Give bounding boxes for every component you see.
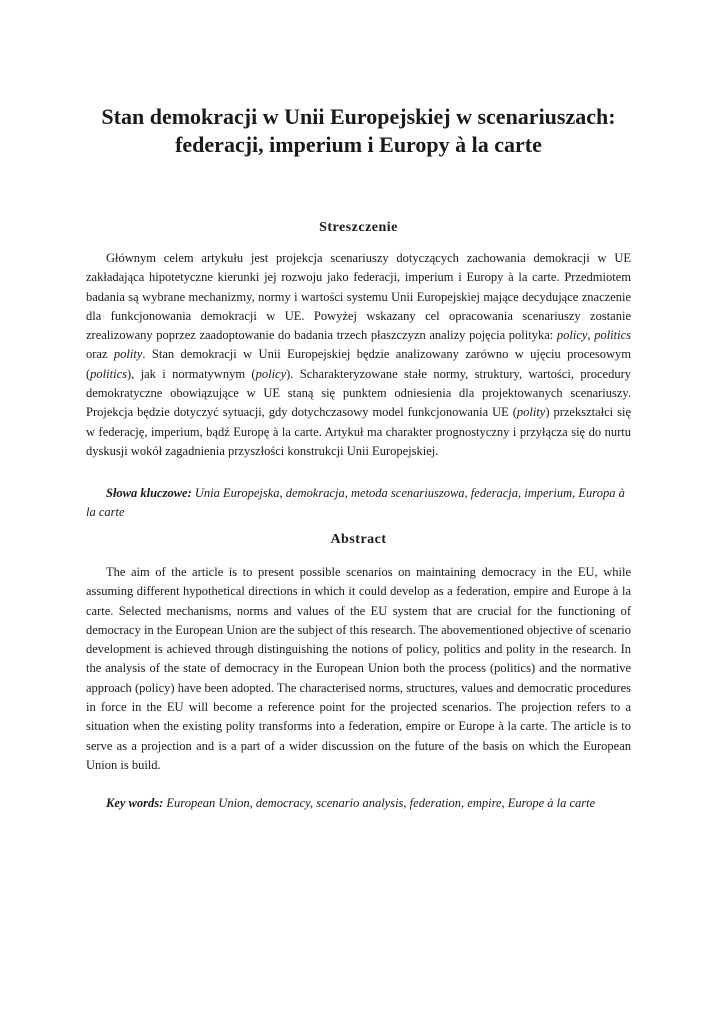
streszczenie-body <box>86 249 631 461</box>
title-line-1: Stan demokracji w Unii Europejskiej w scenariuszach: <box>101 104 616 129</box>
streszczenie-heading: Streszczenie <box>319 220 398 235</box>
pl-italic-3: polity <box>113 347 143 362</box>
pl-text-1: Głównym celem artykułu jest projekcja scenariuszy dotyczących zachowania demokracji w UE zakładająca hipotetyczne kierunki jej rozwoju jako federacji, imperium i Europy à la carte. Przedmiotem badania są wybrane mechanizmy, normy i wartości systemu Unii Europejskiej mające decydujące znaczenie dla funkcjonowania demokracji w UE. Powyżej wskazany cel opracowania scenariuszy zostanie zrealizowany poprzez zaadoptowanie do badania trzech płaszczyzn analizy pojęcia polityka: <box>86 251 631 343</box>
abstract-paragraph: The aim of the article is to present possible scenarios on maintaining democracy in the EU, while assuming different hypothetical directions in which it could develop as a federation, empire and Europe à la carte. Selected mechanisms, norms and values of the EU system that are crucial for the functioning of democracy in the European Union are the subject of this research. The abovementioned objective of scenario development is achieved through distinguishing the notions of policy, politics and polity in the research. In the analysis of the state of democracy in the European Union both the process (politics) and the normative approach (policy) have been adopted. The characterised norms, structures, values and democratic procedures in force in the EU will become a reference point for the projected scenarios. The projection refers to a situation when the existing polity transforms into a federation, empire or Europe à la carte. The article is to serve as a projection and is a part of a wider discussion on the future of the basis on which the European Union is build. <box>86 565 631 772</box>
abstract-heading: Abstract <box>330 532 387 547</box>
pl-italic-6: polity <box>516 405 546 420</box>
streszczenie-paragraph <box>86 249 631 461</box>
pl-text-2: , <box>587 328 595 343</box>
slowa-kluczowe-label: Słowa kluczowe: <box>106 486 192 500</box>
pl-text-6: ). Scharakteryzowane stałe normy, struktury, wartości, procedury demokratyczne obowiązujące w UE staną się punktem odniesienia dla projektowanych scenariuszy. Projekcja będzie dotyczyć sytuacji, gdy dotychczasowy model funkcjonowania UE ( <box>86 366 631 420</box>
title-line-2: federacji, imperium i Europy à la carte <box>175 132 542 157</box>
slowa-kluczowe <box>86 484 631 522</box>
pl-text-7: ) przekształci się w federację, imperium, bądź Europę à la carte. Artykuł ma charakter prognostyczny i przyłącza się do nurtu dyskusji wokół zagadnienia przyszłości konstrukcji Unii Europejskiej. <box>86 405 631 458</box>
abstract-body <box>86 563 631 775</box>
article-title <box>60 103 657 159</box>
pl-italic-2: politics <box>594 328 631 343</box>
pl-text-3: oraz <box>86 347 114 362</box>
key-words <box>86 794 631 813</box>
key-words-label: Key words: <box>106 796 164 810</box>
pl-text-5: ), jak i normatywnym ( <box>126 366 256 381</box>
pl-italic-4: politics <box>90 366 127 381</box>
pl-text-4: . Stan demokracji w Unii Europejskiej będzie analizowany zarówno w ujęciu procesowym ( <box>86 347 631 381</box>
pl-italic-1: policy <box>556 328 588 343</box>
slowa-kluczowe-list: Unia Europejska, demokracja, metoda scenariuszowa, federacja, imperium, Europa à la carte <box>86 486 625 519</box>
key-words-list: European Union, democracy, scenario analysis, federation, empire, Europe à la carte <box>163 796 596 810</box>
pl-italic-5: policy <box>255 366 287 381</box>
